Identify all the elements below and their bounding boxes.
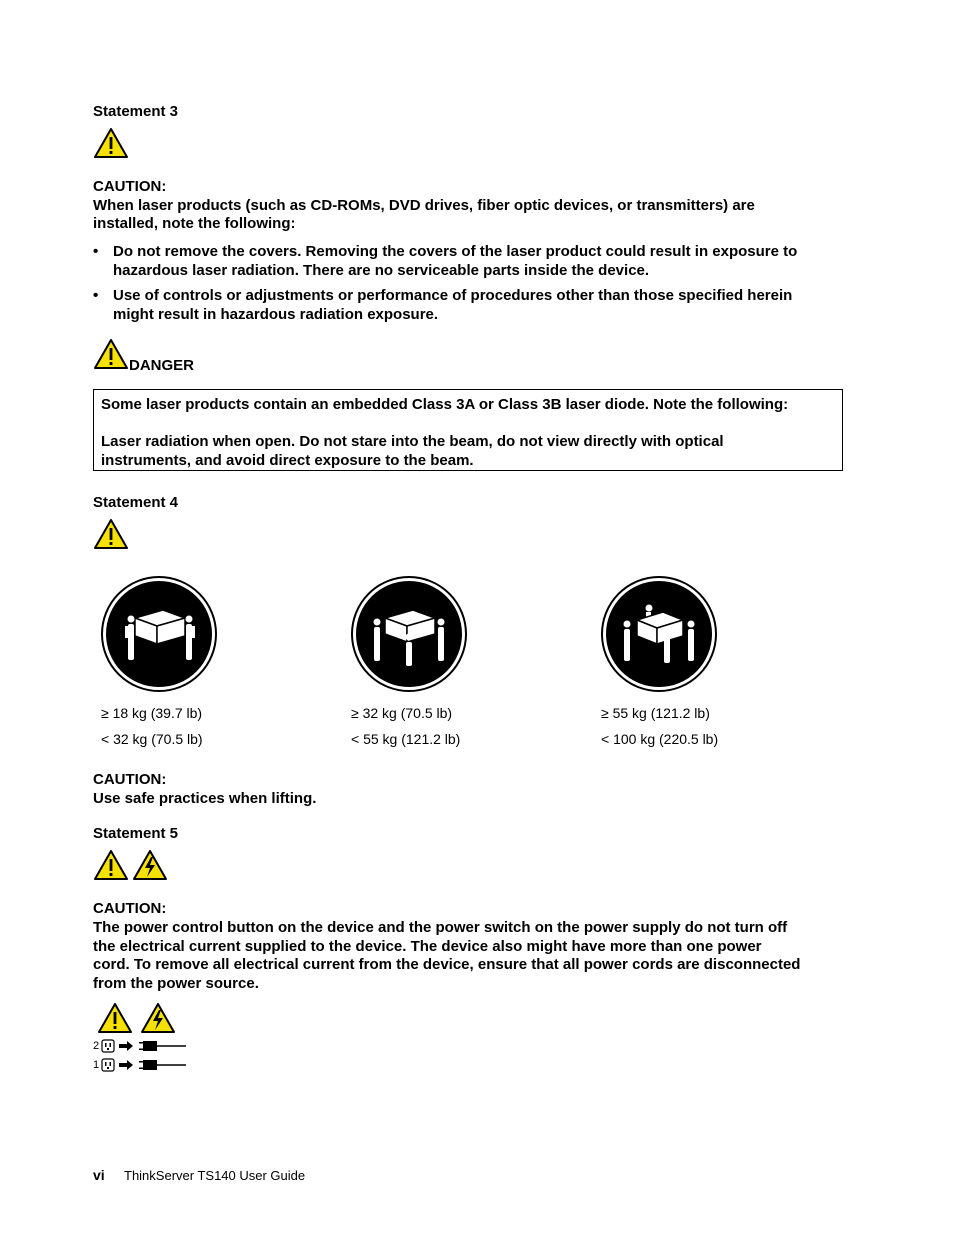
statement-3-bullet-1	[93, 242, 833, 282]
power-cord-unplug-icon	[101, 1058, 187, 1072]
two-person-lift-icon	[101, 576, 217, 692]
statement-5-line-3: cord. To remove all electrical current from the device, ensure that all power cords are disconnected	[93, 956, 801, 973]
statement-4-caution-text: Use safe practices when lifting.	[93, 790, 317, 807]
bullet-1-line-2: hazardous laser radiation. There are no serviceable parts inside the device.	[113, 262, 650, 279]
weight-min-3: ≥ 55 kg (121.2 lb)	[601, 705, 710, 721]
bullet-2-line-1: Use of controls or adjustments or performance of procedures other than those specified herein	[113, 287, 793, 304]
power-cord-unplug-icon	[101, 1039, 187, 1053]
weight-min-2: ≥ 32 kg (70.5 lb)	[351, 705, 453, 721]
statement-3-intro-line-1: When laser products (such as CD-ROMs, DVD drives, fiber optic devices, or transmitters) are	[93, 197, 755, 214]
weight-max-3: < 100 kg (220.5 lb)	[601, 731, 719, 747]
weight-max-2: < 55 kg (121.2 lb)	[351, 731, 461, 747]
danger-box-line-1: Some laser products contain an embedded Class 3A or Class 3B laser diode. Note the following:	[101, 396, 789, 413]
statement-5-line-2: the electrical current supplied to the device. The device also might have more than one power	[93, 938, 762, 955]
caution-triangle-icon	[97, 1002, 133, 1034]
caution-triangle-icon	[93, 518, 129, 550]
danger-label: DANGER	[129, 357, 195, 374]
statement-3-intro-line-2: installed, note the following:	[93, 215, 296, 232]
page-number: vi	[93, 1167, 105, 1183]
electrical-hazard-icon	[140, 1002, 176, 1034]
bullet-marker: •	[93, 287, 99, 304]
danger-box-line-2: Laser radiation when open. Do not stare into the beam, do not view directly with optical	[101, 433, 724, 450]
statement-5-line-4: from the power source.	[93, 975, 259, 992]
danger-triangle-icon	[93, 338, 129, 370]
caution-triangle-icon	[93, 127, 129, 159]
statement-4-caution-label: CAUTION:	[93, 771, 167, 788]
bullet-1-line-1: Do not remove the covers. Removing the covers of the laser product could result in exposure to	[113, 243, 798, 260]
weight-min-1: ≥ 18 kg (39.7 lb)	[101, 705, 203, 721]
statement-3-bullet-2	[93, 286, 833, 326]
statement-5-line-1: The power control button on the device and the power switch on the power supply do not turn off	[93, 919, 788, 936]
document-title: ThinkServer TS140 User Guide	[124, 1168, 306, 1183]
four-person-lift-icon	[601, 576, 717, 692]
statement-4-title: Statement 4	[93, 494, 179, 511]
electrical-hazard-icon	[132, 849, 168, 881]
danger-notice-box	[93, 389, 843, 471]
three-person-lift-icon	[351, 576, 467, 692]
statement-3-title: Statement 3	[93, 103, 179, 120]
cord-label-1: 1	[93, 1059, 100, 1071]
bullet-2-line-2: might result in hazardous radiation exposure.	[113, 306, 439, 323]
bullet-marker: •	[93, 243, 99, 260]
weight-max-1: < 32 kg (70.5 lb)	[101, 731, 203, 747]
statement-3-caution-label: CAUTION:	[93, 178, 167, 195]
caution-triangle-icon	[93, 849, 129, 881]
statement-5-title: Statement 5	[93, 825, 179, 842]
cord-label-2: 2	[93, 1040, 100, 1052]
statement-5-caution-label: CAUTION:	[93, 900, 167, 917]
danger-box-line-3: instruments, and avoid direct exposure to the beam.	[101, 452, 474, 469]
